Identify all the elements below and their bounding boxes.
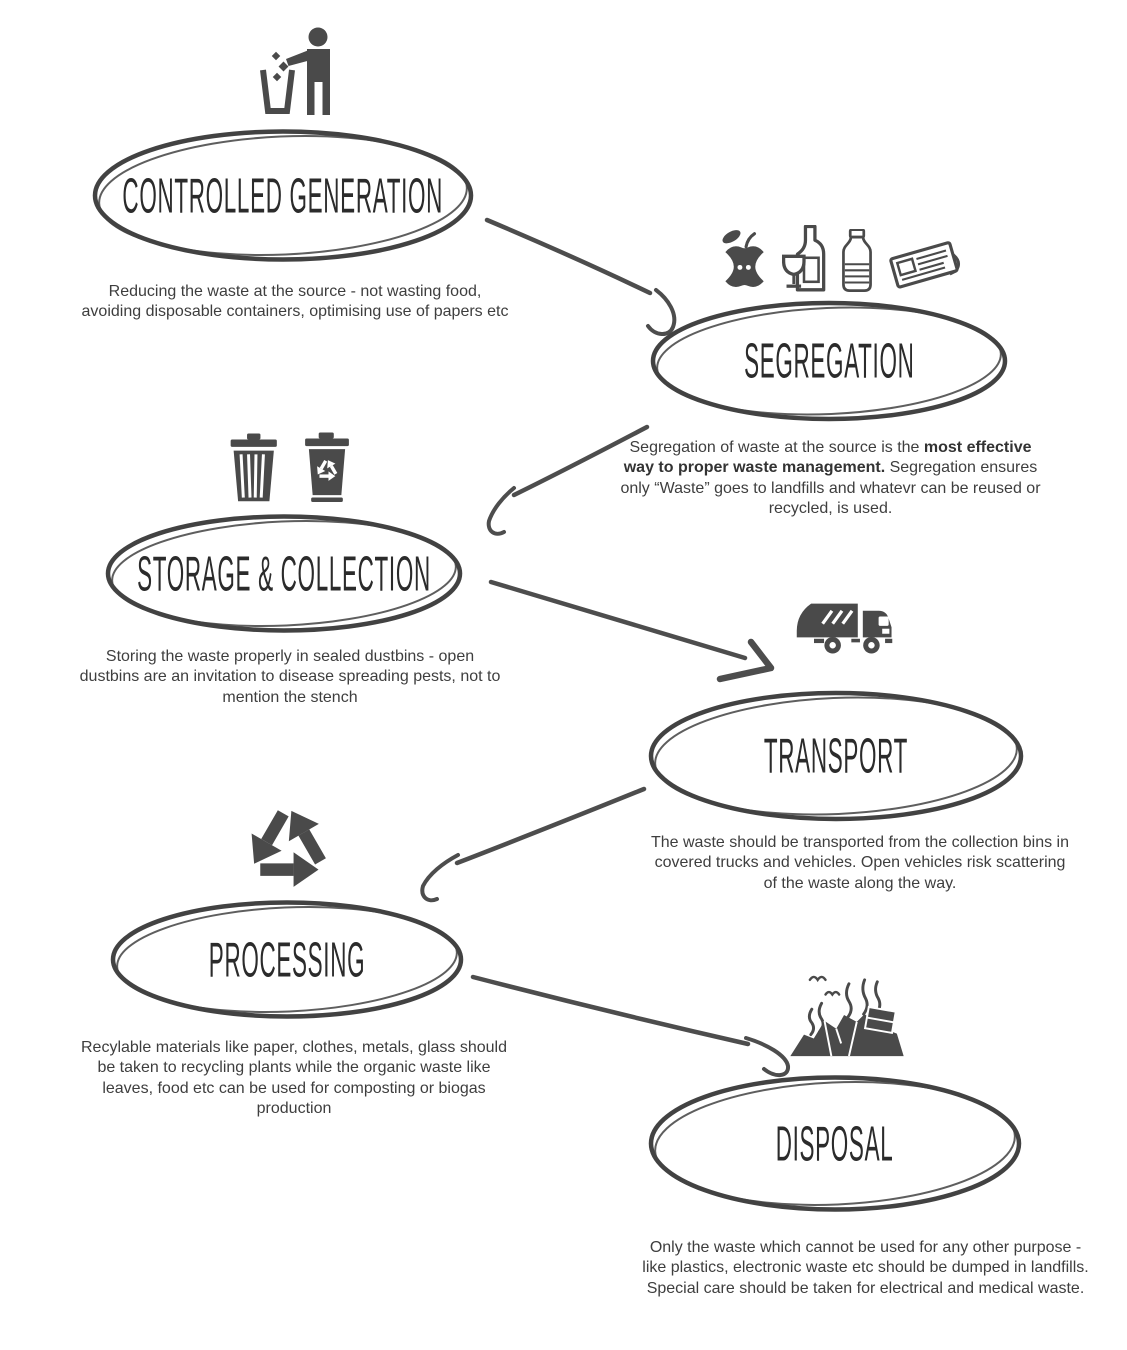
stage-title: PROCESSING <box>208 931 366 987</box>
stage-title: STORAGE & COLLECTION <box>137 545 431 601</box>
stage-node-storage-collection <box>101 510 467 637</box>
landfill-icon <box>786 974 908 1060</box>
trash-can-icon <box>229 432 277 505</box>
stage-title: CONTROLLED GENERATION <box>122 167 444 223</box>
stage-description <box>618 438 1043 520</box>
arrow-transport-to-processing <box>422 789 644 900</box>
recycling-symbol-icon <box>243 806 333 894</box>
stage-title: DISPOSAL <box>776 1115 894 1171</box>
arrow-processing-to-disposal <box>473 977 788 1075</box>
description-bold-text: most effective way to proper waste management. <box>623 439 1032 477</box>
recycle-bin-icon <box>303 431 351 505</box>
stage-description: Only the waste which cannot be used for any other purpose - like plastics, electronic waste etc should be dumped in landfills. Special care should be taken for electrical and medical waste. <box>642 1239 1089 1297</box>
stage-description: Reducing the waste at the source - not wasting food, avoiding disposable containers, optimising use of papers etc <box>81 283 509 321</box>
description-text: Segregation ensures only “Waste” goes to landfills and whatevr can be reused or recycled, is used. <box>620 459 1041 518</box>
wine-bottle-glass-icon <box>782 225 826 292</box>
stage-node-controlled-generation <box>88 124 478 267</box>
stage-description: Recylable materials like paper, clothes, metals, glass should be taken to recycling plants while the organic waste like leaves, food etc can be used for composting or biogas production <box>81 1039 507 1118</box>
stage-node-disposal <box>644 1070 1026 1217</box>
arrow-storage-to-transport <box>491 582 771 679</box>
stage-title: TRANSPORT <box>763 727 909 783</box>
stage-node-segregation <box>646 296 1012 426</box>
stage-description: The waste should be transported from the collection bins in covered trucks and vehicles. Open vehicles risk scattering of the waste along the way. <box>650 834 1069 892</box>
description-text: Segregation of waste at the source is the <box>629 439 924 456</box>
plastic-bottle-icon <box>842 229 872 292</box>
segregation-icons <box>720 216 962 292</box>
storage-icons <box>229 429 351 505</box>
litter-person-icon <box>258 26 340 118</box>
stage-node-processing <box>106 896 468 1023</box>
stage-node-transport <box>644 686 1028 826</box>
stage-title: SEGREGATION <box>743 332 915 388</box>
garbage-truck-icon <box>788 600 896 656</box>
stage-description: Storing the waste properly in sealed dustbins - open dustbins are an invitation to disease spreading pests, not to mention the stench <box>79 648 501 706</box>
newspaper-icon <box>888 240 962 292</box>
apple-core-icon <box>720 229 766 292</box>
